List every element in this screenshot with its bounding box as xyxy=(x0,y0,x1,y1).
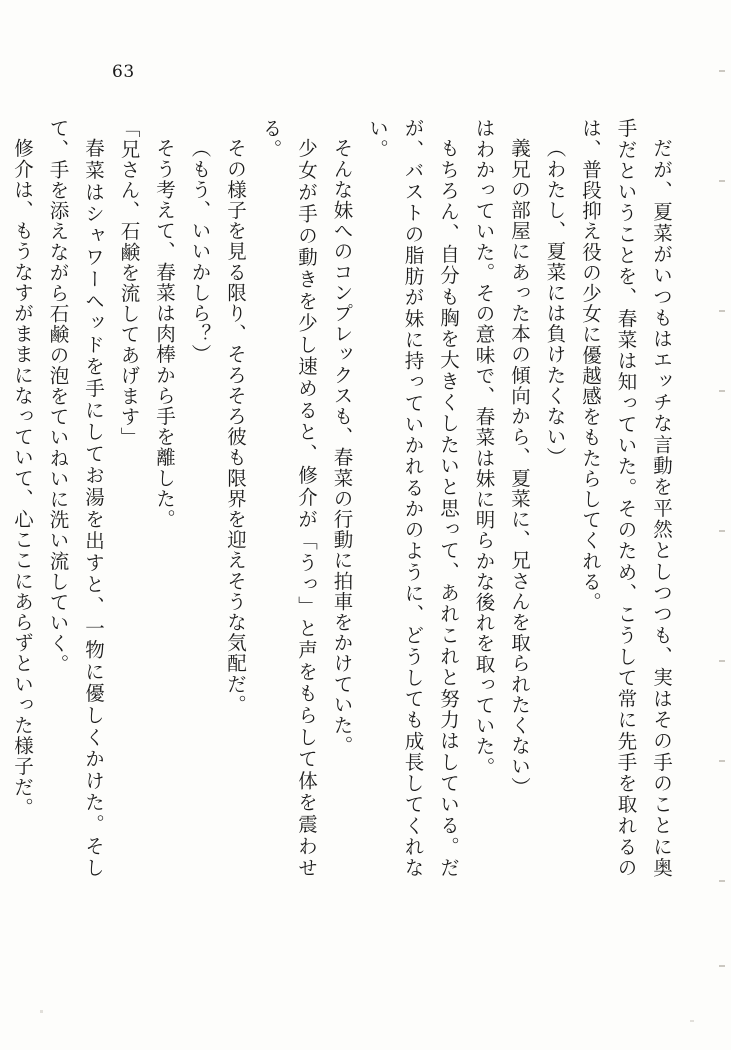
paragraph: そんな妹へのコンプレックスも、春菜の行動に拍車をかけていた。 xyxy=(330,138,354,756)
paragraph: （わたし、夏菜には負けたくない） xyxy=(543,138,567,468)
paragraph: もちろん、自分も胸を大きくしたいと思って、あれこれと努力はしている。だが、バストの脂肪が妹に持っていかれるかのように、どうしても成長してくれない。 xyxy=(366,118,460,878)
paragraph: そう考えて、春菜は肉棒から手を離した。 xyxy=(153,138,176,530)
paragraph: 義兄の部屋にあった本の傾向から、夏菜に、兄さんを取られたくない） xyxy=(508,138,531,798)
paragraph: 「兄さん、石鹸を流してあげます」 xyxy=(117,118,141,448)
body-text xyxy=(11,118,679,878)
paragraph: その様子を見る限り、そろそろ彼も限界を迎えそうな気配だ。 xyxy=(224,138,247,715)
paragraph: はわかっていた。その意味で、春菜は妹に明らかな後れを取っていた。 xyxy=(472,118,496,778)
paragraph: 春菜はシャワーヘッドを手にしてお湯を出すと、一物に優しくかけた。そして、手を添えながら石鹸の泡をていねいに洗い流していく。 xyxy=(46,118,105,878)
page-edge-marks xyxy=(713,60,727,990)
page-number: 63 xyxy=(112,62,135,82)
paper-speck xyxy=(690,1020,694,1022)
paragraph: 修介は、もうなすがままになっていて、心ここにあらずといった様子だ。 xyxy=(11,138,34,818)
paragraph: だが、夏菜がいつもはエッチな言動を平然としつつも、実はその手のことに奥手だということを、春菜は知っていた。そのため、こうして常に先手を取れるのは、普段抑え役の少女に優越感をもたらしてくれる。 xyxy=(579,118,673,878)
paragraph: 少女が手の動きを少し速めると、修介が「うっ」と声をもらして体を震わせる。 xyxy=(259,118,318,878)
paragraph: （もう、いいかしら？） xyxy=(188,138,212,365)
paper-speck xyxy=(40,1010,43,1013)
